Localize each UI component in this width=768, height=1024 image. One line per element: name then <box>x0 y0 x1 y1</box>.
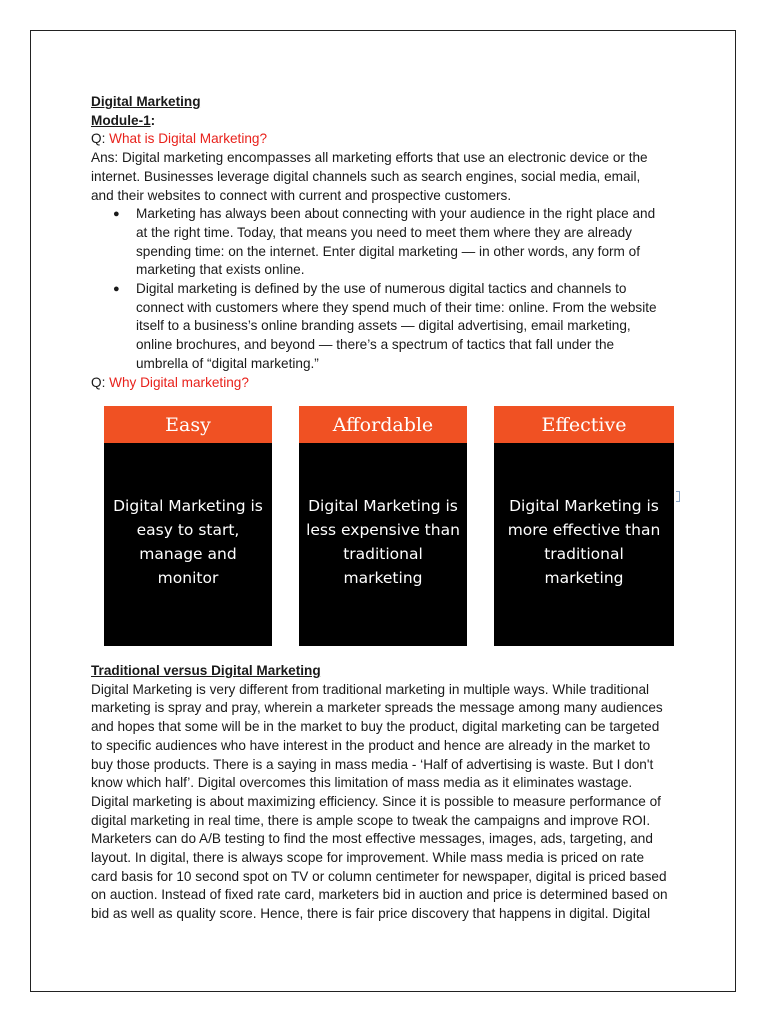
bullet-line: Marketing has always been about connecting with your audience in the right place and <box>136 206 656 222</box>
section-line: layout. In digital, there is always scope for improvement. While mass media is priced on rate <box>91 850 645 866</box>
section-line: marketing is spray and pray, wherein a marketer spreads the message among many audiences <box>91 700 663 716</box>
card-line: traditional <box>544 545 624 563</box>
bullet-line: Digital marketing is defined by the use of numerous digital tactics and channels to <box>136 281 627 297</box>
bullet-line: umbrella of “digital marketing.” <box>136 355 319 371</box>
bullet-dot-icon: ● <box>113 208 120 221</box>
bullet-line: marketing that exists online. <box>136 262 305 278</box>
section-traditional-vs-digital <box>91 662 679 924</box>
card-heading: Affordable <box>299 406 467 443</box>
section-line: digital marketing in real time, there is ample scope to tweak the campaigns and improve ROI. <box>91 812 651 828</box>
card-line: Digital Marketing is <box>509 497 659 515</box>
bullet-dot-icon: ● <box>113 283 120 296</box>
card-heading: Effective <box>494 406 674 443</box>
card-line: traditional <box>343 545 423 563</box>
answer-paragraph <box>91 149 679 205</box>
document-title: Digital Marketing <box>91 94 201 109</box>
section-line: Digital marketing is about maximizing efficiency. Since it is possible to measure performance of <box>91 793 661 809</box>
answer-line: internet. Businesses leverage digital channels such as search engines, social media, email, <box>91 168 641 184</box>
card-easy <box>104 406 272 646</box>
bullet-list <box>91 205 679 373</box>
card-heading: Easy <box>104 406 272 443</box>
section-paragraph <box>91 681 679 924</box>
card-line: Digital Marketing is <box>113 497 263 515</box>
bullet-item <box>91 205 679 280</box>
card-effective <box>494 406 674 646</box>
section-line: card basis for 10 second spot on TV or column centimeter for newspaper, digital is priced based <box>91 868 667 884</box>
card-body <box>104 494 272 590</box>
card-line: more effective than <box>507 521 661 539</box>
section-line: on auction. Instead of fixed rate card, marketers bid in auction and price is determined based on <box>91 887 668 903</box>
bullet-line: itself to a business’s online branding assets — digital advertising, email marketing, <box>136 318 631 334</box>
question-2 <box>91 374 679 393</box>
card-line: marketing <box>544 569 624 587</box>
bullet-line: connect with customers where they spend much of their time: online. From the website <box>136 299 657 315</box>
card-line: marketing <box>343 569 423 587</box>
image-anchor-icon <box>676 491 680 502</box>
question-2-prefix: Q: <box>91 374 110 390</box>
bullet-line: online brochures, and beyond — there’s a spectrum of tactics that fall under the <box>136 337 615 353</box>
bullet-line: at the right time. Today, that means you need to meet them where they are already <box>136 224 632 240</box>
section-line: know which half’. Digital overcomes this limitation of mass media as it eliminates wastage. <box>91 775 633 791</box>
answer-line: and their websites to connect with current and prospective customers. <box>91 187 512 203</box>
question-1-prefix: Q: <box>91 131 110 147</box>
bullet-line: spending time: on the internet. Enter digital marketing — in other words, any form of <box>136 243 640 259</box>
benefit-cards <box>104 406 674 646</box>
bullet-item <box>91 280 679 374</box>
question-1-text: What is Digital Marketing? <box>109 131 268 147</box>
card-body <box>299 494 467 590</box>
module-label-line <box>91 112 679 131</box>
card-line: less expensive than <box>306 521 460 539</box>
question-1 <box>91 130 679 149</box>
card-affordable <box>299 406 467 646</box>
section-line: Digital Marketing is very different from traditional marketing in multiple ways. While traditional <box>91 681 650 697</box>
card-line: easy to start, <box>136 521 240 539</box>
section-line: buy those products. There is a saying in mass media - ‘Half of advertising is waste. But I don't <box>91 756 654 772</box>
section-line: to specific audiences who have interest in the product and hence are already in the market to <box>91 737 651 753</box>
question-2-text: Why Digital marketing? <box>109 374 249 390</box>
card-line: monitor <box>157 569 219 587</box>
document-body <box>91 93 679 392</box>
card-body <box>494 494 674 590</box>
module-label: Module-1 <box>91 112 151 128</box>
answer-line: Ans: Digital marketing encompasses all marketing efforts that use an electronic device or the <box>91 150 648 166</box>
section-heading: Traditional versus Digital Marketing <box>91 663 321 678</box>
card-line: Digital Marketing is <box>308 497 458 515</box>
section-line: Marketers can do A/B testing to find the most effective messages, images, ads, targeting, and <box>91 831 653 847</box>
card-line: manage and <box>139 545 237 563</box>
section-line: and hopes that some will be in the market to buy the product, digital marketing can be targeted <box>91 719 660 735</box>
module-suffix: : <box>150 112 156 128</box>
section-line: bid as well as quality score. Hence, there is fair price discovery that happens in digital. Digital <box>91 906 651 922</box>
